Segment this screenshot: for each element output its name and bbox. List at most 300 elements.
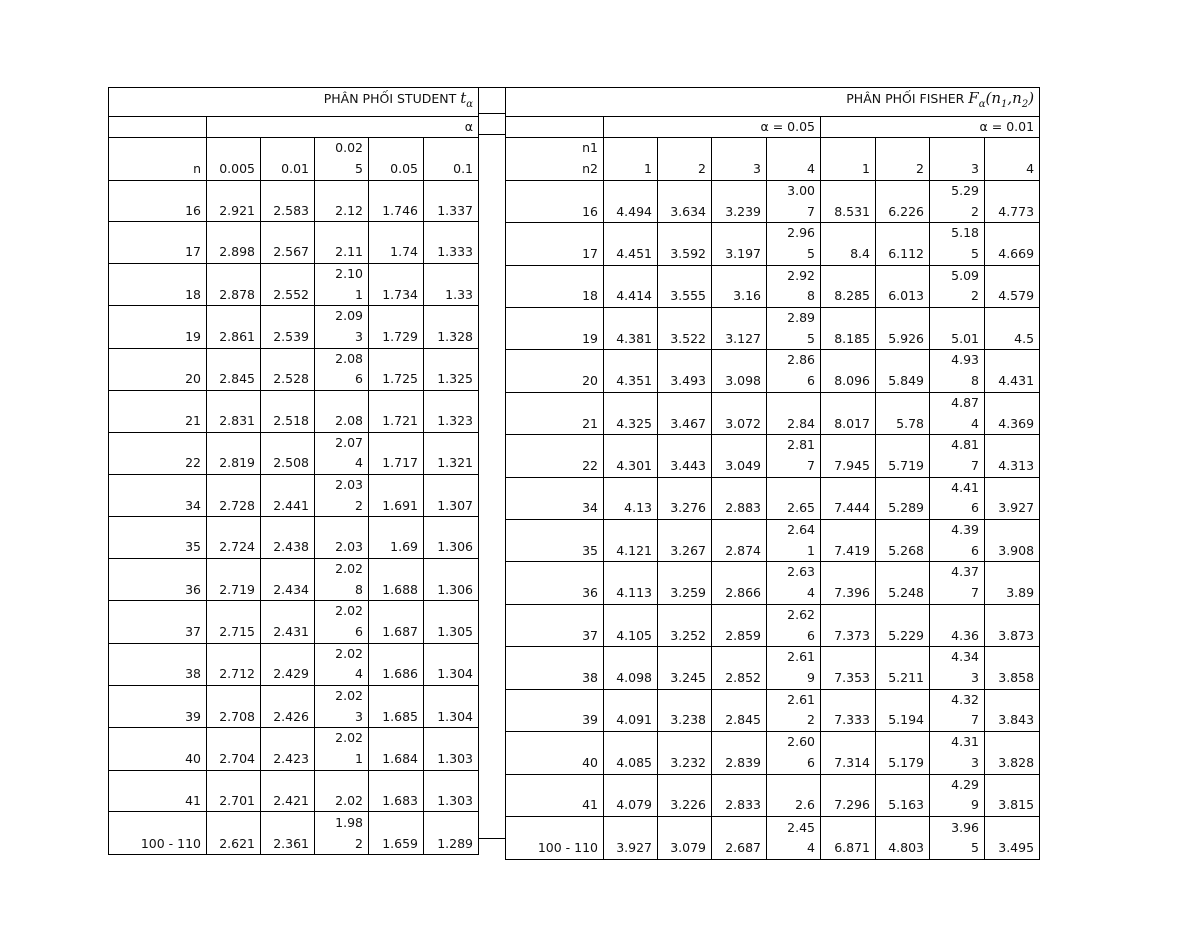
row-label: 41 xyxy=(506,774,604,816)
value-cell: 1.686 xyxy=(369,643,424,685)
row-label: 16 xyxy=(109,180,207,222)
value-cell: 4.29 9 xyxy=(930,774,985,816)
value-cell: 6.226 xyxy=(876,180,930,222)
value-cell: 2.11 xyxy=(315,222,369,264)
value-cell: 1.303 xyxy=(424,770,479,812)
value-cell: 2.89 5 xyxy=(767,308,821,350)
value-cell: 3.252 xyxy=(658,604,712,646)
row-label: 37 xyxy=(506,604,604,646)
row-label: 35 xyxy=(506,520,604,562)
table-row xyxy=(109,643,479,685)
value-cell: 3.226 xyxy=(658,774,712,816)
row-label: 39 xyxy=(109,686,207,728)
value-cell: 3.259 xyxy=(658,562,712,604)
table-row xyxy=(506,477,1040,519)
value-cell: 2.02 1 xyxy=(315,728,369,770)
value-cell: 1.746 xyxy=(369,180,424,222)
table-row xyxy=(109,391,479,433)
value-cell: 1.659 xyxy=(369,812,424,855)
value-cell: 5.29 2 xyxy=(930,180,985,222)
table-row xyxy=(506,350,1040,392)
value-cell: 1.333 xyxy=(424,222,479,264)
table-row xyxy=(506,562,1040,604)
student-title-text: PHÂN PHỐI STUDENT xyxy=(323,91,457,106)
row-label: 19 xyxy=(109,306,207,348)
value-cell: 5.248 xyxy=(876,562,930,604)
row-label: 40 xyxy=(109,728,207,770)
table-row xyxy=(506,774,1040,816)
value-cell: 4.098 xyxy=(604,647,658,689)
row-label: 39 xyxy=(506,689,604,731)
table-row xyxy=(506,265,1040,307)
column-header: 2 xyxy=(876,138,930,180)
value-cell: 7.396 xyxy=(821,562,876,604)
value-cell: 2.12 xyxy=(315,180,369,222)
value-cell: 3.555 xyxy=(658,265,712,307)
value-cell: 1.304 xyxy=(424,686,479,728)
value-cell: 7.314 xyxy=(821,732,876,774)
value-cell: 4.93 8 xyxy=(930,350,985,392)
value-cell: 3.267 xyxy=(658,520,712,562)
value-cell: 2.866 xyxy=(712,562,767,604)
value-cell: 3.828 xyxy=(985,732,1040,774)
fisher-n1-n2-label xyxy=(506,138,604,180)
value-cell: 2.63 4 xyxy=(767,562,821,604)
table-row-last xyxy=(506,816,1040,859)
value-cell: 2.724 xyxy=(207,517,261,559)
row-label: 36 xyxy=(109,558,207,600)
value-cell: 3.16 xyxy=(712,265,767,307)
row-label: 100 - 110 xyxy=(506,816,604,859)
value-cell: 5.849 xyxy=(876,350,930,392)
row-label: 21 xyxy=(506,392,604,434)
value-cell: 2.61 2 xyxy=(767,689,821,731)
table-row xyxy=(506,308,1040,350)
value-cell: 1.734 xyxy=(369,263,424,305)
value-cell: 1.717 xyxy=(369,432,424,474)
column-header: 4 xyxy=(985,138,1040,180)
value-cell: 2.08 xyxy=(315,391,369,433)
value-cell: 2.845 xyxy=(207,348,261,390)
table-row xyxy=(109,432,479,474)
fisher-n2-label: n2 xyxy=(582,161,598,177)
value-cell: 2.833 xyxy=(712,774,767,816)
value-cell: 4.34 3 xyxy=(930,647,985,689)
value-cell: 4.085 xyxy=(604,732,658,774)
value-cell: 2.434 xyxy=(261,558,315,600)
value-cell: 4.414 xyxy=(604,265,658,307)
value-cell: 2.921 xyxy=(207,180,261,222)
table-row xyxy=(506,520,1040,562)
value-cell: 2.6 xyxy=(767,774,821,816)
value-cell: 2.831 xyxy=(207,391,261,433)
value-cell: 4.39 6 xyxy=(930,520,985,562)
table-row xyxy=(109,558,479,600)
value-cell: 3.908 xyxy=(985,520,1040,562)
value-cell: 8.4 xyxy=(821,223,876,265)
value-cell: 1.74 xyxy=(369,222,424,264)
value-cell: 4.494 xyxy=(604,180,658,222)
table-row xyxy=(506,604,1040,646)
value-cell: 1.98 2 xyxy=(315,812,369,855)
value-cell: 4.803 xyxy=(876,816,930,859)
value-cell: 4.313 xyxy=(985,435,1040,477)
value-cell: 4.091 xyxy=(604,689,658,731)
value-cell: 5.179 xyxy=(876,732,930,774)
value-cell: 3.89 xyxy=(985,562,1040,604)
row-label: 34 xyxy=(109,474,207,516)
value-cell: 3.443 xyxy=(658,435,712,477)
value-cell: 5.229 xyxy=(876,604,930,646)
value-cell: 5.09 2 xyxy=(930,265,985,307)
value-cell: 4.079 xyxy=(604,774,658,816)
value-cell: 3.467 xyxy=(658,392,712,434)
value-cell: 3.098 xyxy=(712,350,767,392)
value-cell: 3.072 xyxy=(712,392,767,434)
value-cell: 2.859 xyxy=(712,604,767,646)
value-cell: 1.306 xyxy=(424,517,479,559)
value-cell: 7.296 xyxy=(821,774,876,816)
value-cell: 4.669 xyxy=(985,223,1040,265)
value-cell: 2.567 xyxy=(261,222,315,264)
column-header: 0.1 xyxy=(424,138,479,180)
value-cell: 1.328 xyxy=(424,306,479,348)
value-cell: 2.65 xyxy=(767,477,821,519)
value-cell: 1.684 xyxy=(369,728,424,770)
value-cell: 3.495 xyxy=(985,816,1040,859)
value-cell: 2.441 xyxy=(261,474,315,516)
value-cell: 4.37 7 xyxy=(930,562,985,604)
value-cell: 3.239 xyxy=(712,180,767,222)
value-cell: 3.927 xyxy=(985,477,1040,519)
value-cell: 2.719 xyxy=(207,558,261,600)
table-row xyxy=(109,306,479,348)
fisher-alpha-005: α = 0.05 xyxy=(604,116,821,138)
row-label: 34 xyxy=(506,477,604,519)
value-cell: 3.276 xyxy=(658,477,712,519)
value-cell: 7.373 xyxy=(821,604,876,646)
value-cell: 2.61 9 xyxy=(767,647,821,689)
table-row xyxy=(109,180,479,222)
value-cell: 6.013 xyxy=(876,265,930,307)
value-cell: 4.121 xyxy=(604,520,658,562)
row-label: 17 xyxy=(109,222,207,264)
column-header: 3 xyxy=(712,138,767,180)
value-cell: 4.31 3 xyxy=(930,732,985,774)
table-row xyxy=(109,728,479,770)
row-label: 35 xyxy=(109,517,207,559)
value-cell: 3.634 xyxy=(658,180,712,222)
row-label: 17 xyxy=(506,223,604,265)
fisher-n1-label: n1 xyxy=(582,140,598,156)
value-cell: 2.07 4 xyxy=(315,432,369,474)
fisher-header-blank xyxy=(506,116,604,138)
value-cell: 2.10 1 xyxy=(315,263,369,305)
value-cell: 2.423 xyxy=(261,728,315,770)
value-cell: 2.03 2 xyxy=(315,474,369,516)
value-cell: 4.431 xyxy=(985,350,1040,392)
row-label: 22 xyxy=(109,432,207,474)
table-row xyxy=(506,647,1040,689)
row-label: 21 xyxy=(109,391,207,433)
value-cell: 2.539 xyxy=(261,306,315,348)
value-cell: 4.451 xyxy=(604,223,658,265)
value-cell: 3.815 xyxy=(985,774,1040,816)
value-cell: 2.687 xyxy=(712,816,767,859)
value-cell: 4.579 xyxy=(985,265,1040,307)
value-cell: 7.419 xyxy=(821,520,876,562)
value-cell: 1.321 xyxy=(424,432,479,474)
value-cell: 5.211 xyxy=(876,647,930,689)
value-cell: 2.878 xyxy=(207,263,261,305)
value-cell: 2.86 6 xyxy=(767,350,821,392)
value-cell: 8.096 xyxy=(821,350,876,392)
value-cell: 7.333 xyxy=(821,689,876,731)
fisher-title-text: PHÂN PHỐI FISHER xyxy=(846,91,965,106)
value-cell: 2.715 xyxy=(207,601,261,643)
value-cell: 1.683 xyxy=(369,770,424,812)
value-cell: 2.883 xyxy=(712,477,767,519)
value-cell: 2.62 6 xyxy=(767,604,821,646)
value-cell: 2.92 8 xyxy=(767,265,821,307)
value-cell: 3.493 xyxy=(658,350,712,392)
table-row xyxy=(506,435,1040,477)
value-cell: 4.41 6 xyxy=(930,477,985,519)
row-label: 22 xyxy=(506,435,604,477)
value-cell: 2.728 xyxy=(207,474,261,516)
column-header: 0.02 5 xyxy=(315,138,369,180)
value-cell: 4.5 xyxy=(985,308,1040,350)
value-cell: 2.64 1 xyxy=(767,520,821,562)
value-cell: 2.518 xyxy=(261,391,315,433)
value-cell: 4.351 xyxy=(604,350,658,392)
value-cell: 5.926 xyxy=(876,308,930,350)
value-cell: 4.81 7 xyxy=(930,435,985,477)
value-cell: 1.721 xyxy=(369,391,424,433)
value-cell: 2.898 xyxy=(207,222,261,264)
column-header: 4 xyxy=(767,138,821,180)
student-header-blank xyxy=(109,116,207,138)
fisher-alpha-001: α = 0.01 xyxy=(821,116,1040,138)
value-cell: 1.729 xyxy=(369,306,424,348)
value-cell: 2.712 xyxy=(207,643,261,685)
table-row xyxy=(109,474,479,516)
value-cell: 2.08 6 xyxy=(315,348,369,390)
value-cell: 4.87 4 xyxy=(930,392,985,434)
value-cell: 5.18 5 xyxy=(930,223,985,265)
value-cell: 3.197 xyxy=(712,223,767,265)
value-cell: 2.96 5 xyxy=(767,223,821,265)
t-alpha-symbol: $t_\alpha$ xyxy=(460,89,474,110)
table-row xyxy=(109,222,479,264)
row-label: 18 xyxy=(109,263,207,305)
value-cell: 4.13 xyxy=(604,477,658,519)
student-n-label: n xyxy=(109,138,207,180)
value-cell: 2.09 3 xyxy=(315,306,369,348)
row-label: 36 xyxy=(506,562,604,604)
value-cell: 3.079 xyxy=(658,816,712,859)
value-cell: 2.02 3 xyxy=(315,686,369,728)
value-cell: 1.323 xyxy=(424,391,479,433)
value-cell: 3.245 xyxy=(658,647,712,689)
table-row xyxy=(506,180,1040,222)
value-cell: 4.325 xyxy=(604,392,658,434)
value-cell: 4.36 xyxy=(930,604,985,646)
value-cell: 7.353 xyxy=(821,647,876,689)
value-cell: 3.843 xyxy=(985,689,1040,731)
value-cell: 1.289 xyxy=(424,812,479,855)
student-alpha-label: α xyxy=(207,116,479,138)
value-cell: 2.03 xyxy=(315,517,369,559)
column-header: 0.005 xyxy=(207,138,261,180)
value-cell: 5.78 xyxy=(876,392,930,434)
table-row xyxy=(109,601,479,643)
value-cell: 4.773 xyxy=(985,180,1040,222)
value-cell: 1.685 xyxy=(369,686,424,728)
value-cell: 2.429 xyxy=(261,643,315,685)
column-header: 2 xyxy=(658,138,712,180)
row-label: 100 - 110 xyxy=(109,812,207,855)
f-alpha-symbol: $F_\alpha(n_1,n_2)$ xyxy=(968,89,1035,110)
value-cell: 8.531 xyxy=(821,180,876,222)
value-cell: 1.303 xyxy=(424,728,479,770)
value-cell: 1.691 xyxy=(369,474,424,516)
value-cell: 3.049 xyxy=(712,435,767,477)
value-cell: 2.02 8 xyxy=(315,558,369,600)
value-cell: 4.113 xyxy=(604,562,658,604)
table-row-last xyxy=(109,812,479,855)
value-cell: 2.431 xyxy=(261,601,315,643)
value-cell: 2.701 xyxy=(207,770,261,812)
value-cell: 2.874 xyxy=(712,520,767,562)
value-cell: 5.289 xyxy=(876,477,930,519)
value-cell: 7.444 xyxy=(821,477,876,519)
value-cell: 3.522 xyxy=(658,308,712,350)
row-label: 18 xyxy=(506,265,604,307)
value-cell: 4.32 7 xyxy=(930,689,985,731)
row-label: 40 xyxy=(506,732,604,774)
value-cell: 2.845 xyxy=(712,689,767,731)
table-row xyxy=(109,686,479,728)
value-cell: 4.105 xyxy=(604,604,658,646)
value-cell: 5.268 xyxy=(876,520,930,562)
fisher-table xyxy=(505,87,1040,860)
student-table xyxy=(108,87,479,855)
row-label: 37 xyxy=(109,601,207,643)
row-label: 20 xyxy=(506,350,604,392)
value-cell: 3.927 xyxy=(604,816,658,859)
value-cell: 3.592 xyxy=(658,223,712,265)
value-cell: 2.704 xyxy=(207,728,261,770)
value-cell: 1.688 xyxy=(369,558,424,600)
value-cell: 8.017 xyxy=(821,392,876,434)
value-cell: 1.307 xyxy=(424,474,479,516)
column-header: 0.05 xyxy=(369,138,424,180)
value-cell: 2.552 xyxy=(261,263,315,305)
value-cell: 5.719 xyxy=(876,435,930,477)
table-separator xyxy=(478,87,505,839)
value-cell: 1.325 xyxy=(424,348,479,390)
value-cell: 3.873 xyxy=(985,604,1040,646)
value-cell: 8.285 xyxy=(821,265,876,307)
table-row xyxy=(109,517,479,559)
table-row xyxy=(506,223,1040,265)
value-cell: 3.238 xyxy=(658,689,712,731)
value-cell: 4.369 xyxy=(985,392,1040,434)
row-label: 20 xyxy=(109,348,207,390)
row-label: 38 xyxy=(506,647,604,689)
row-label: 38 xyxy=(109,643,207,685)
table-row xyxy=(506,392,1040,434)
value-cell: 2.508 xyxy=(261,432,315,474)
row-label: 41 xyxy=(109,770,207,812)
value-cell: 3.96 5 xyxy=(930,816,985,859)
value-cell: 2.421 xyxy=(261,770,315,812)
table-row xyxy=(109,348,479,390)
row-label: 16 xyxy=(506,180,604,222)
value-cell: 2.426 xyxy=(261,686,315,728)
value-cell: 1.687 xyxy=(369,601,424,643)
value-cell: 1.725 xyxy=(369,348,424,390)
value-cell: 5.163 xyxy=(876,774,930,816)
value-cell: 2.819 xyxy=(207,432,261,474)
value-cell: 2.02 4 xyxy=(315,643,369,685)
table-row xyxy=(109,770,479,812)
value-cell: 5.194 xyxy=(876,689,930,731)
fisher-title xyxy=(506,88,1040,117)
value-cell: 3.00 7 xyxy=(767,180,821,222)
table-row xyxy=(109,263,479,305)
value-cell: 2.852 xyxy=(712,647,767,689)
value-cell: 2.621 xyxy=(207,812,261,855)
value-cell: 2.02 xyxy=(315,770,369,812)
value-cell: 3.232 xyxy=(658,732,712,774)
value-cell: 2.84 xyxy=(767,392,821,434)
value-cell: 2.708 xyxy=(207,686,261,728)
table-row xyxy=(506,732,1040,774)
value-cell: 3.858 xyxy=(985,647,1040,689)
table-row xyxy=(506,689,1040,731)
column-header: 1 xyxy=(604,138,658,180)
student-title xyxy=(109,88,479,117)
value-cell: 2.02 6 xyxy=(315,601,369,643)
column-header: 1 xyxy=(821,138,876,180)
value-cell: 1.33 xyxy=(424,263,479,305)
row-label: 19 xyxy=(506,308,604,350)
column-header: 0.01 xyxy=(261,138,315,180)
value-cell: 3.127 xyxy=(712,308,767,350)
value-cell: 1.337 xyxy=(424,180,479,222)
value-cell: 1.306 xyxy=(424,558,479,600)
value-cell: 2.438 xyxy=(261,517,315,559)
value-cell: 2.45 4 xyxy=(767,816,821,859)
value-cell: 2.60 6 xyxy=(767,732,821,774)
value-cell: 6.871 xyxy=(821,816,876,859)
value-cell: 2.361 xyxy=(261,812,315,855)
value-cell: 4.381 xyxy=(604,308,658,350)
value-cell: 6.112 xyxy=(876,223,930,265)
value-cell: 4.301 xyxy=(604,435,658,477)
value-cell: 1.304 xyxy=(424,643,479,685)
value-cell: 2.861 xyxy=(207,306,261,348)
value-cell: 2.81 7 xyxy=(767,435,821,477)
column-header: 3 xyxy=(930,138,985,180)
value-cell: 2.528 xyxy=(261,348,315,390)
value-cell: 5.01 xyxy=(930,308,985,350)
value-cell: 7.945 xyxy=(821,435,876,477)
value-cell: 1.69 xyxy=(369,517,424,559)
value-cell: 1.305 xyxy=(424,601,479,643)
